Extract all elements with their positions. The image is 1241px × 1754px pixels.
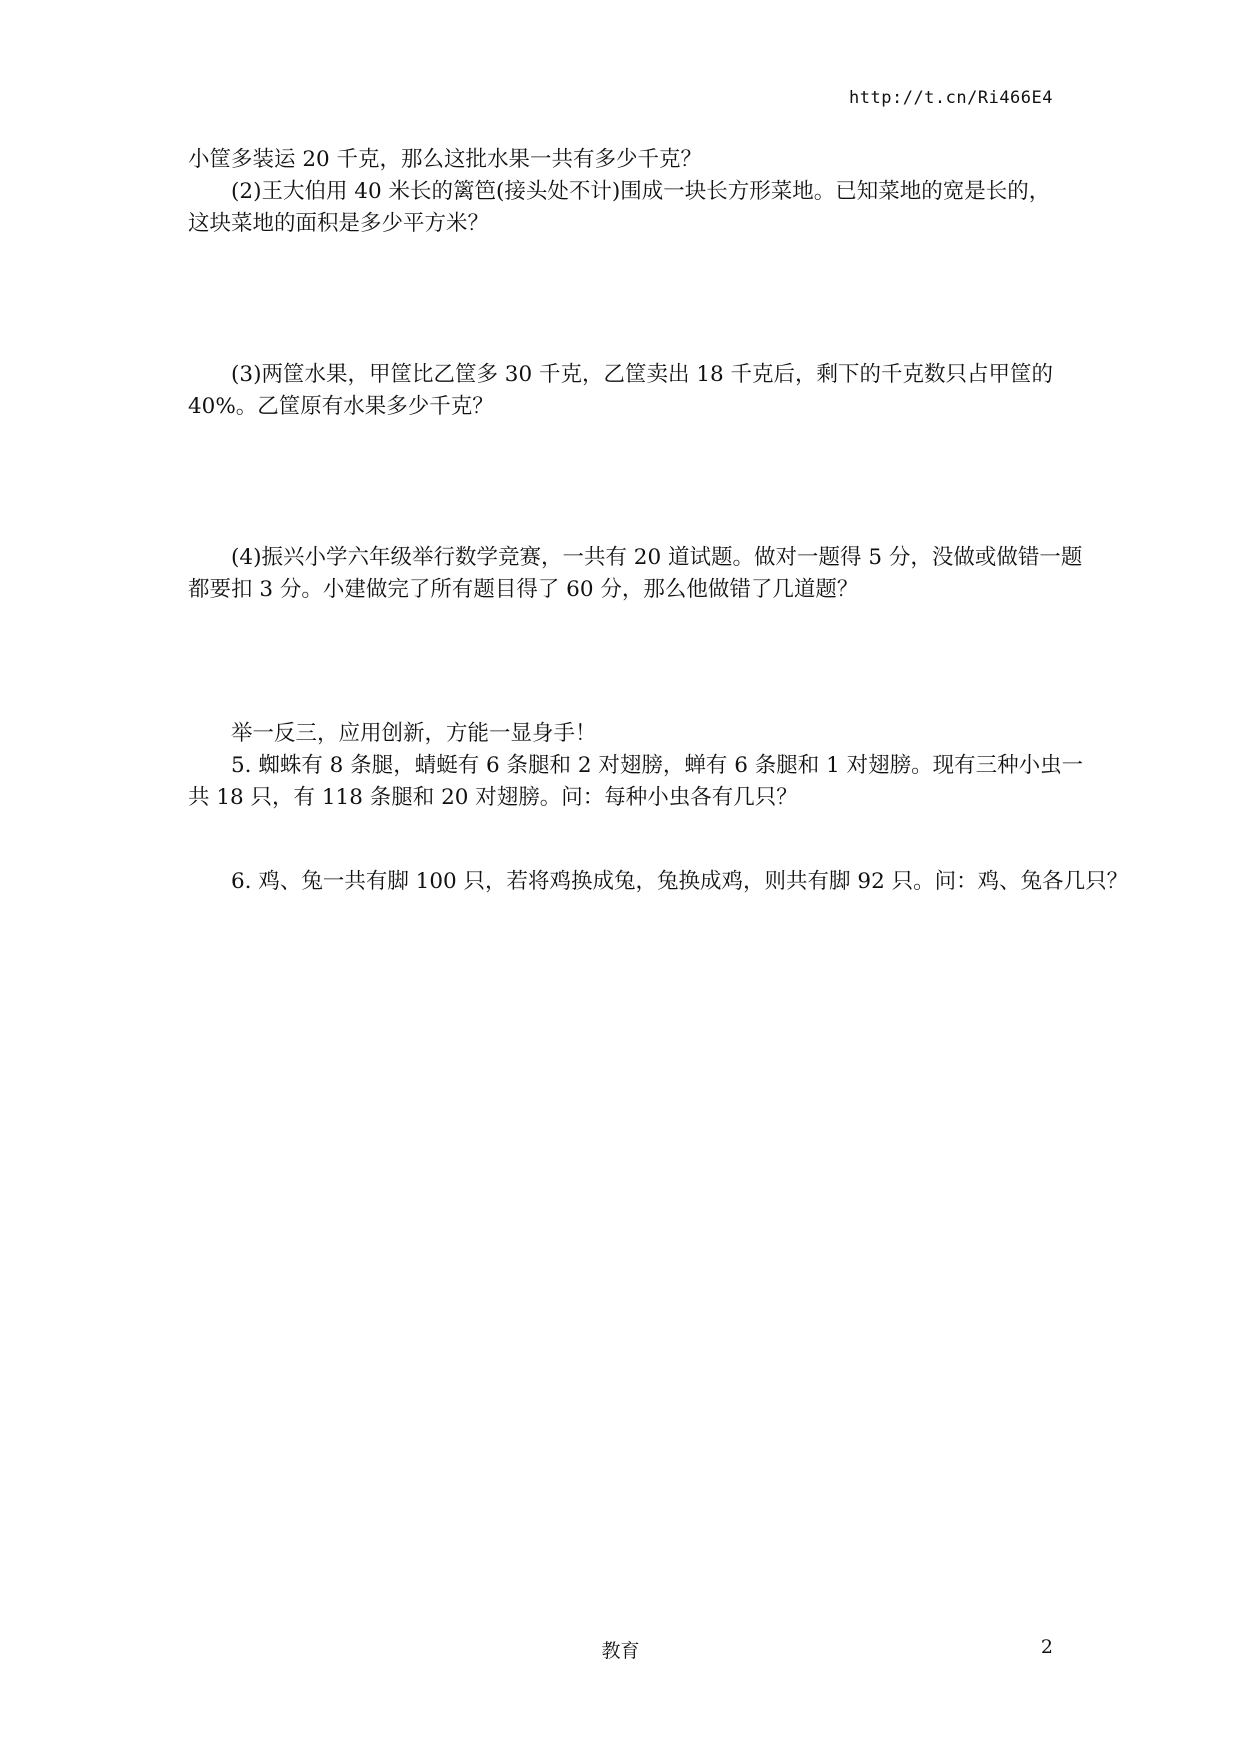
question-6 (188, 866, 1129, 898)
question-3 (188, 359, 1054, 423)
page-number: 2 (1040, 1636, 1053, 1658)
question-5-line-1: 5. 蜘蛛有 8 条腿，蜻蜓有 6 条腿和 2 对翅膀，蝉有 6 条腿和 1 对翅膀。现有三种小虫一 (231, 753, 1084, 778)
question-2-line-2: 这块菜地的面积是多少平方米？ (188, 211, 490, 236)
question-6-line-1: 6. 鸡、兔一共有脚 100 只，若将鸡换成兔，兔换成鸡，则共有脚 92 只。问：鸡、兔各几只？ (231, 869, 1129, 894)
section-heading: 举一反三，应用创新，方能一显身手！ (231, 721, 597, 746)
page-content (188, 144, 1129, 898)
answer-space-2 (188, 240, 1054, 359)
header-url: http://t.cn/Ri466E4 (849, 88, 1053, 108)
footer-label: 教育 (601, 1640, 640, 1662)
question-2 (188, 176, 1054, 240)
question-4 (188, 542, 1083, 606)
question-4-line-2: 都要扣 3 分。小建做完了所有题目得了 60 分，那么他做错了几道题？ (188, 577, 859, 602)
question-2-line-1: (2)王大伯用 40 米长的篱笆(接头处不计)围成一块长方形菜地。已知菜地的宽是长的， (231, 179, 1051, 204)
question-3-line-1: (3)两筐水果，甲筐比乙筐多 30 千克，乙筐卖出 18 千克后，剩下的千克数只占甲筐的 (231, 362, 1054, 387)
question-5-line-2: 共 18 只，有 118 条腿和 20 对翅膀。问：每种小虫各有几只？ (188, 785, 798, 810)
problem-1-continuation: 小筐多装运 20 千克，那么这批水果一共有多少千克？ (188, 147, 703, 172)
question-3-line-2: 40%。乙筐原有水果多少千克？ (188, 394, 494, 419)
question-4-line-1: (4)振兴小学六年级举行数学竞赛，一共有 20 道试题。做对一题得 5 分，没做或做错一题 (231, 545, 1083, 570)
question-5 (188, 750, 1084, 814)
answer-space-5 (188, 814, 1054, 866)
answer-space-3 (188, 423, 1054, 542)
answer-space-4 (188, 606, 1054, 718)
